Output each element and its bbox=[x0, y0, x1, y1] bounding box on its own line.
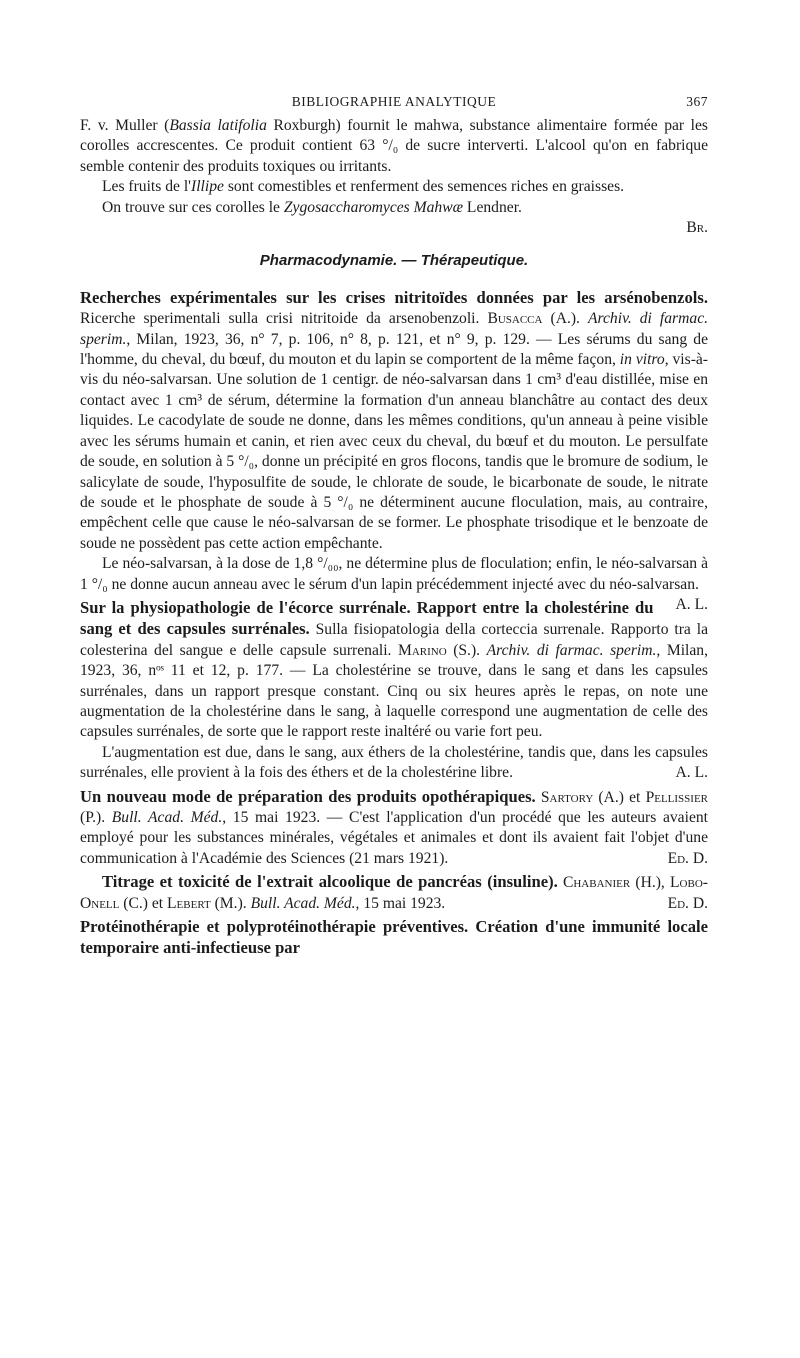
author-name: Lobo-Onell bbox=[80, 874, 708, 912]
journal-name: Archiv. di farmac. sperim. bbox=[486, 641, 657, 659]
article-chabanier: Titrage et toxicité de l'extrait alcoolique de pancréas (insuline). Chabanier (H.), Lobo-Onell (C.) et Lebert (M.). Bull. Acad. Méd., 15 mai 1923. Ed. D. bbox=[80, 872, 708, 914]
author-name: Busacca bbox=[487, 310, 543, 328]
running-title: BIBLIOGRAPHIE ANALYTIQUE bbox=[291, 94, 497, 109]
article-title: Sur la physiopathologie de l'écorce surrénale. Rapport entre la cholestérine du sang et des capsules surrénales. bbox=[80, 597, 654, 639]
article-title: Un nouveau mode de préparation des produits opothérapiques. bbox=[80, 786, 536, 806]
intro-paragraph-1: F. v. Muller (Bassia latifolia Roxburgh) fournit le mahwa, substance alimentaire formée par les corolles accrescentes. Ce produit contient 63 °/₀ de sucre interverti. L'alcool qu'on en fabrique semble contenir des produits toxiques ou irritants. bbox=[80, 117, 708, 175]
article-title: Recherches expérimentales sur les crises nitritoïdes données par les arsénobenzols. bbox=[80, 287, 708, 307]
intro-paragraph-3: On trouve sur ces corolles le Zygosaccharomyces Mahwæ Lendner. bbox=[102, 198, 522, 216]
article-proteinotherapie bbox=[80, 917, 708, 960]
journal-name: Archiv. di farmac. sperim. bbox=[80, 310, 709, 348]
document-page bbox=[80, 92, 708, 960]
article-marino: Sur la physiopathologie de l'écorce surrénale. Rapport entre la cholestérine du sang et des capsules surrénales. Sulla fisiopatologia della corteccia surrenale. Rapporto tra la colesterina del sangue e delle capsule surrenali. Marino (S.). Archiv. di farmac. sperim., Milan, 1923, 36, nᵒˢ 11 et 12, p. 177. — La cholestérine se trouve, dans le sang et dans les capsules surrénales, dans un rapport presque constant. Cinq ou six heures après le repas, on note une augmentation de la cholestérine dans le sang, à laquelle correspond une augmentation de celle des capsules surrénales, de sorte que le rapport reste inaltéré ou varie fort peu. bbox=[80, 597, 708, 741]
running-header bbox=[80, 92, 708, 116]
article-sartory: Un nouveau mode de préparation des produits opothérapiques. Sartory (A.) et Pellissier (P.). Bull. Acad. Méd., 15 mai 1923. — C'est l'application d'un procédé que les auteurs avaient employé pour les substances minérales, végétales et animales et dont ils avaient fait l'objet d'une communication à l'Académie des Sciences (21 mars 1921). Ed. D. bbox=[80, 787, 708, 870]
article-signature: Ed. D. bbox=[667, 894, 708, 912]
article-title: Protéinothérapie et polyprotéinothérapie préventives. Création d'une immunité locale temporaire anti-infectieuse par bbox=[80, 917, 708, 958]
journal-name: Bull. Acad. Méd. bbox=[250, 894, 356, 912]
journal-name: Bull. Acad. Méd. bbox=[111, 809, 223, 826]
author-name: Marino bbox=[397, 641, 447, 659]
author-name: Pellissier bbox=[645, 788, 709, 806]
article-title: Titrage et toxicité de l'extrait alcoolique de pancréas (insuline). bbox=[102, 872, 558, 892]
intro-signature: Br. bbox=[686, 219, 708, 237]
article-signature: A. L. bbox=[675, 595, 708, 613]
author-name: Chabanier bbox=[562, 874, 631, 892]
article-busacca-paragraph-2: Le néo-salvarsan, à la dose de 1,8 °/₀₀, ne détermine plus de floculation; enfin, le néo-salvarsan à 1 °/₀ ne donne aucun anneau avec le sérum d'un lapin précédemment injecté avec du néo-salvarsan. A. L. bbox=[80, 554, 708, 595]
section-heading: Pharmacodynamie. — Thérapeutique. bbox=[259, 252, 529, 270]
page-number: 367 bbox=[686, 94, 708, 109]
author-name: Lebert bbox=[167, 894, 211, 912]
article-signature: A. L. bbox=[675, 764, 708, 782]
article-marino-paragraph-2: L'augmentation est due, dans le sang, aux éthers de la cholestérine, tandis que, dans les capsules surrénales, elle provient à la fois des éthers et de la cholestérine libre. A. L. bbox=[80, 743, 708, 784]
author-name: Sartory bbox=[540, 788, 594, 806]
article-busacca: Recherches expérimentales sur les crises nitritoïdes données par les arsénobenzols. Ricerche sperimentali sulla crisi nitritoide da arsenobenzoli. Busacca (A.). Archiv. di farmac. sperim., Milan, 1923, 36, n° 7, p. 106, n° 8, p. 121, et n° 9, p. 129. — Les sérums du sang de l'homme, du cheval, du bœuf, du mouton et du lapin se comportent de la même façon, in vitro, vis-à-vis du néo-salvarsan. Une solution de 1 centigr. de néo-salvarsan dans 1 cm³ d'eau distillée, mise en contact avec 1 cm³ de sérum, détermine la formation d'un anneau blanchâtre au contact des deux liquides. Le cacodylate de soude ne donne, dans les mêmes conditions, qu'un anneau à peine visible avec les sérums humain et canin, et rien avec ceux du cheval, du bœuf et du mouton. Le persulfate de soude, en solution à 5 °/₀, donne un précipité en gros flocons, tandis que le bromure de sodium, le salicylate de soude, l'hyposulfite de soude, le chlorate de soude, le bicarbonate de soude, le nitrate de soude et le phosphate de soude à 5 °/₀ ne déterminent aucune floculation, mais, au contraire, empêchent celle que cause le néo-salvarsan de se former. Le phosphate trisodique et le benzoate de soude ne possèdent pas cette action empêchante. bbox=[80, 287, 709, 552]
article-signature: Ed. D. bbox=[667, 849, 708, 867]
intro-paragraph-2: Les fruits de l'Illipe sont comestibles et renferment des semences riches en graisses. bbox=[102, 178, 625, 196]
